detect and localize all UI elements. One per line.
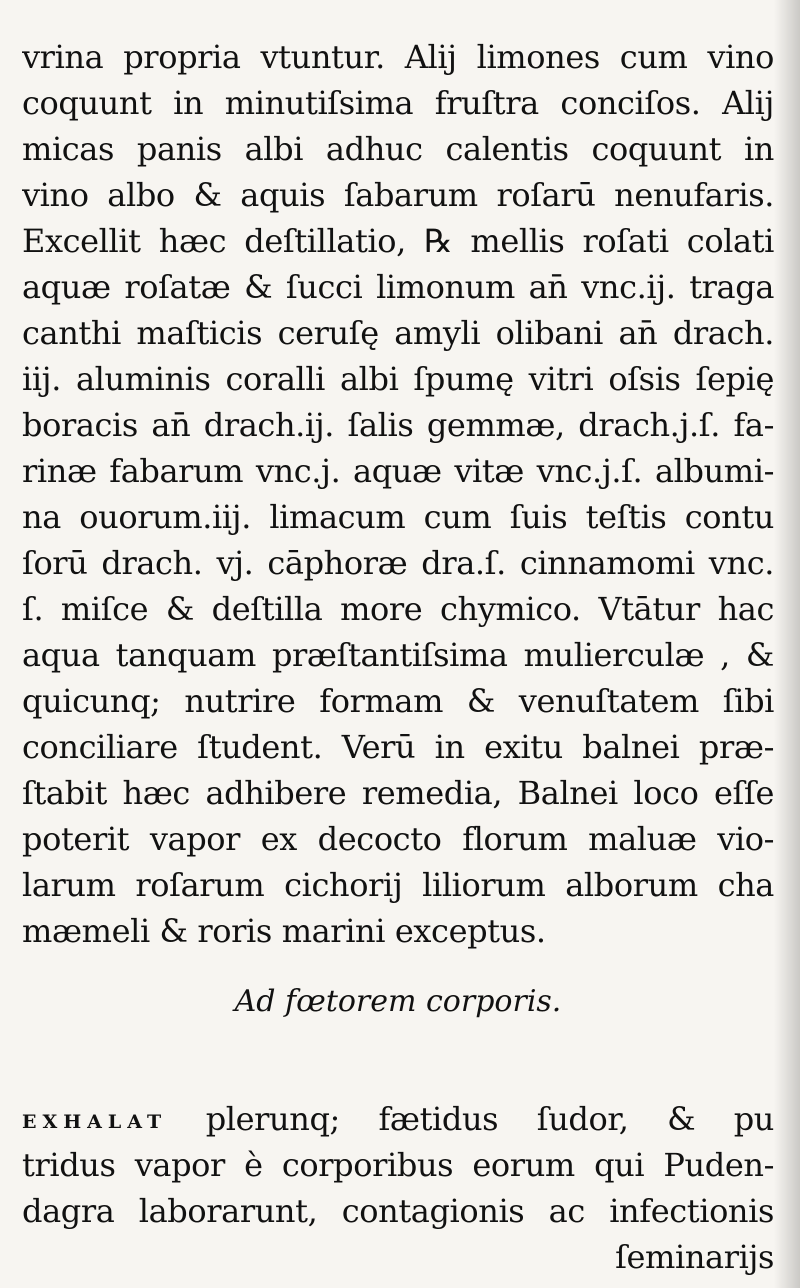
paragraph-1: [22, 34, 774, 954]
text-line-11: na ouorum.iij. limacum cum ſuis teſtis contu: [22, 498, 774, 536]
paragraph-2-line-2: tridus vapor è corporibus eorum qui Puden-: [22, 1146, 774, 1184]
text-line-7: canthi maſticis ceruſę amyli olibani an̄ drach.: [22, 314, 774, 352]
text-line-9: boracis an̄ drach.ij. ſalis gemmæ, drach.j.ſ. fa-: [22, 406, 774, 444]
paragraph-2-line-1: [22, 1096, 774, 1142]
paragraph-2: [22, 1096, 774, 1234]
text-line-10: rinæ fabarum vnc.j. aquæ vitæ vnc.j.ſ. albumi-: [22, 452, 774, 490]
section-heading: Ad fœtorem corporis.: [234, 984, 562, 1019]
text-line-16: conciliare ſtudent. Verū in exitu balnei præ-: [22, 728, 774, 766]
text-line-17: ſtabit hæc adhibere remedia, Balnei loco eſſe: [22, 774, 774, 812]
catchword: ſeminarijs: [615, 1238, 774, 1276]
text-line-12: ſorū drach. vj. cāphoræ dra.ſ. cinnamomi vnc.: [22, 544, 774, 582]
text-line-8: iij. aluminis coralli albi ſpumę vitri oſsis ſepię: [22, 360, 774, 398]
text-line-15: quicunq; nutrire formam & venuſtatem ſibi: [22, 682, 774, 720]
text-line-14: aqua tanquam præſtantiſsima mulierculæ , &: [22, 636, 774, 674]
paragraph-2-line-3: dagra laborarunt, contagionis ac infectionis: [22, 1192, 774, 1230]
page-text-block: [22, 34, 774, 1276]
text-line-6: aquæ roſatæ & ſucci limonum an̄ vnc.ij. traga: [22, 268, 774, 306]
text-line-13: ſ. miſce & deſtilla more chymico. Vtātur hac: [22, 590, 774, 628]
paragraph-2-first-word: EXHALAT: [22, 1111, 168, 1133]
text-line-20: mæmeli & roris marini exceptus.: [22, 912, 546, 950]
paragraph-2-line-1-text: plerunq; fætidus ſudor, & pu: [205, 1100, 774, 1138]
text-line-1: vrina propria vtuntur. Alij limones cum vino: [22, 38, 774, 76]
page-gutter-shadow: [774, 0, 800, 1288]
text-line-19: larum roſarum cichorij liliorum alborum cha: [22, 866, 774, 904]
text-line-18: poterit vapor ex decocto florum maluæ vio-: [22, 820, 774, 858]
text-line-3: micas panis albi adhuc calentis coquunt in: [22, 130, 774, 168]
text-line-4: vino albo & aquis ſabarum roſarū nenufaris.: [22, 176, 774, 214]
text-line-2: coquunt in minutiſsima fruſtra conciſos. Alij: [22, 84, 774, 122]
text-line-5: Excellit hæc deſtillatio, ℞ mellis roſati colati: [22, 222, 774, 260]
